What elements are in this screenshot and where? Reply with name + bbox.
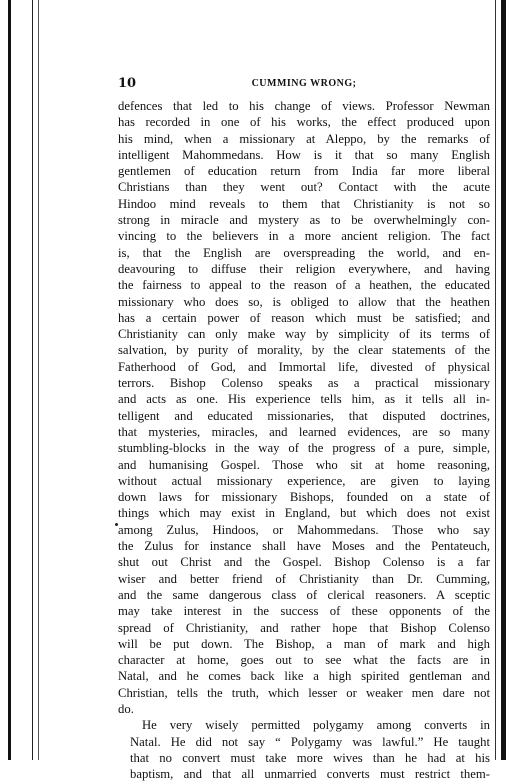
page-number: 10 xyxy=(118,76,137,91)
book-page xyxy=(118,76,490,782)
scan-edge-right xyxy=(501,0,506,760)
text-line: that mysteries, miracles, and learned evidences, are so many xyxy=(118,424,490,439)
body-text xyxy=(118,98,490,782)
text-line: down laws for missionary Bishops, founded on a state of xyxy=(118,490,490,505)
text-line: strong in miracle and mystery as to be overwhelmingly con- xyxy=(118,213,490,228)
text-line: character at home, goes out to see what the facts are in xyxy=(118,653,490,668)
scan-edge-left xyxy=(8,0,11,760)
text-line: defences that led to his change of views. Professor Newman xyxy=(118,99,490,113)
text-line: shut out Christ and the Gospel. Bishop Colenso is a far xyxy=(118,555,490,570)
text-line: will be put down. The Bishop, a man of mark and high xyxy=(118,636,490,651)
text-line: telligent and educated missionaries, that disputed doctrines, xyxy=(118,408,490,423)
text-line: deavouring to diffuse their religion everywhere, and having xyxy=(118,261,490,276)
text-line: and humanising Gospel. Those who sit at home reasoning, xyxy=(118,457,490,472)
text-line: Hindoo mind reveals to them that Christianity is not so xyxy=(118,196,490,211)
text-line: may take interest in the success of these opponents of the xyxy=(118,604,490,619)
text-line: and acts as one. His experience tells him, as it tells all in- xyxy=(118,392,490,407)
text-line: that no convert must take more wives than he had at his xyxy=(130,750,490,765)
text-line: Christian, tells the truth, which lesser or weaker men dare not xyxy=(118,685,490,700)
text-line: Fatherhood of God, and Immortal life, divested of physical xyxy=(118,359,490,374)
running-head xyxy=(118,76,490,98)
text-line: spread of Christianity, and rather hope that Bishop Colenso xyxy=(118,620,490,635)
text-line: among Zulus, Hindoos, or Mahommedans. Those who say xyxy=(118,522,490,537)
text-line: the Zulus for instance shall have Moses and the Pentateuch, xyxy=(118,539,490,554)
text-line: terrors. Bishop Colenso speaks as a practical missionary xyxy=(118,376,490,391)
text-line: has a certain power of reason which must be satisfied; and xyxy=(118,310,490,325)
text-line: without actual missionary experience, are given to laying xyxy=(118,473,490,488)
text-line: Natal. He did not say “ Polygamy was lawful.” He taught xyxy=(130,734,490,749)
text-line: gentlemen of education return from India far more liberal xyxy=(118,164,490,179)
text-line: salvation, by purity of morality, by the clear statements of the xyxy=(118,343,490,358)
text-line: the fairness to appeal to the reason of a heathen, the educated xyxy=(118,278,490,293)
text-line: Christians than they went out? Contact with the acute xyxy=(118,180,490,195)
text-line: He very wisely permitted polygamy among converts in xyxy=(142,718,490,733)
text-line: vincing to the believers in a more ancient religion. The fact xyxy=(118,229,490,244)
paragraph xyxy=(118,98,490,717)
text-line: baptism, and that all unmarried converts must restrict them- xyxy=(130,767,490,782)
scan-edge-line xyxy=(38,0,39,760)
text-line: things which may exist in England, but which does not exist xyxy=(118,506,490,521)
paragraph xyxy=(118,717,490,782)
text-line: is, that the English are overspreading the world, and en- xyxy=(118,245,490,260)
text-line: Natal, and he comes back like a high spirited gentleman and xyxy=(118,669,490,684)
text-line: wiser and better friend of Christianity than Dr. Cumming, xyxy=(118,571,490,586)
text-line: do. xyxy=(118,701,134,716)
text-line: missionary who does so, is obliged to allow that the heathen xyxy=(118,294,490,309)
text-line: and the same dangerous class of clerical reasoners. A sceptic xyxy=(118,587,490,602)
scan-edge-line xyxy=(32,0,33,760)
text-line: stumbling-blocks in the way of the progress of a pure, simple, xyxy=(118,441,490,456)
text-line: has recorded in one of his works, the effect produced upon xyxy=(118,115,490,130)
text-line: Christianity can only make way by simplicity of its terms of xyxy=(118,327,490,342)
text-line: his mind, when a missionary at Aleppo, by the remarks of xyxy=(118,131,490,146)
scan-edge-line xyxy=(495,0,496,760)
running-title: CUMMING WRONG; xyxy=(251,78,357,89)
text-line: intelligent Mahommedans. How is it that so many English xyxy=(118,147,490,162)
